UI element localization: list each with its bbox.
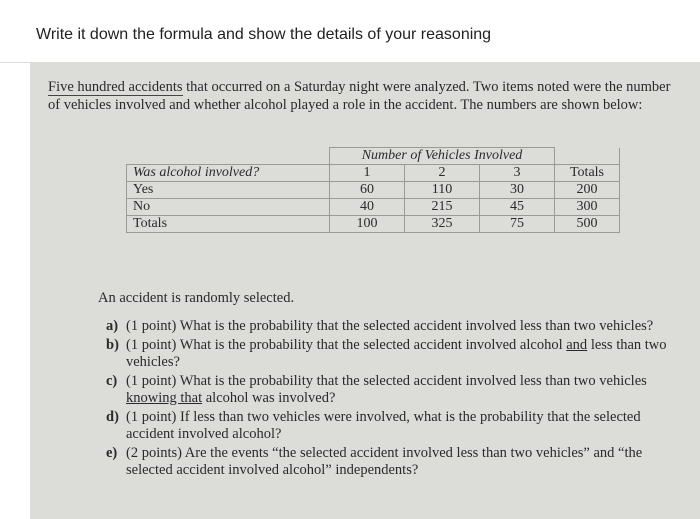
table-cell: 100 [330,216,405,233]
column-header: 1 [330,165,405,182]
accident-table [126,147,620,233]
question-text: (2 points) Are the events “the selected accident involved less than two vehicles” and “the selected accident involved alcohol” independents? [126,445,643,478]
intro-paragraph [48,78,676,114]
question-item [106,445,690,479]
row-label: No [127,199,330,216]
question-underlined: and [566,337,588,353]
question-text [126,337,690,371]
question-letter: a) [106,318,119,334]
question-text-pre: (1 point) What is the probability that the selected accident involved alcohol [126,337,567,353]
question-text: (1 point) If less than two vehicles were involved, what is the probability that the selected accident involved alcohol? [126,409,641,442]
table-cell: 215 [405,199,480,216]
column-header: 3 [480,165,555,182]
instruction-text: Write it down the formula and show the details of your reasoning [36,26,492,43]
question-item [106,337,690,371]
row-label: Totals [127,216,330,233]
question-text-post: alcohol was involved? [202,390,336,406]
lead-sentence: An accident is randomly selected. [98,290,295,306]
table-cell: 325 [405,216,480,233]
intro-underlined: Five hundred accidents [48,79,183,95]
table-corner [127,148,330,165]
intro-rest: that occurred on a Saturday night were analyzed. Two items noted were the number of vehicles involved and whether alcohol played a role in the accident. The numbers are shown below: [48,79,671,113]
question-item [106,409,690,443]
question-text-post: less than two vehicles? [126,337,667,370]
table-group-row [127,148,620,165]
row-total: 200 [555,182,620,199]
question-letter: b) [106,337,119,353]
table-cell: 45 [480,199,555,216]
question-list [106,318,690,481]
totals-header: Totals [555,165,620,182]
question-text-pre: (1 point) What is the probability that the selected accident involved less than two vehicles [126,373,647,389]
question-letter: d) [106,409,119,425]
table-cell: 110 [405,182,480,199]
group-header: Number of Vehicles Involved [330,148,555,165]
table-corner-right [555,148,620,165]
table-cell: 40 [330,199,405,216]
question-letter: e) [106,445,118,461]
table-header-row [127,165,620,182]
table-cell: 75 [480,216,555,233]
row-total: 500 [555,216,620,233]
row-header: Was alcohol involved? [127,165,330,182]
question-letter: c) [106,373,118,389]
table-row [127,216,620,233]
column-header: 2 [405,165,480,182]
row-label: Yes [127,182,330,199]
question-item [106,373,690,407]
table-cell: 30 [480,182,555,199]
row-total: 300 [555,199,620,216]
table-row [127,182,620,199]
table-cell: 60 [330,182,405,199]
header-bar [0,0,700,63]
question-text: (1 point) What is the probability that the selected accident involved less than two vehicles? [126,318,654,334]
problem-photo [30,62,700,519]
question-text [126,373,690,407]
question-item [106,318,690,335]
table-row [127,199,620,216]
question-underlined: knowing that [126,390,203,406]
